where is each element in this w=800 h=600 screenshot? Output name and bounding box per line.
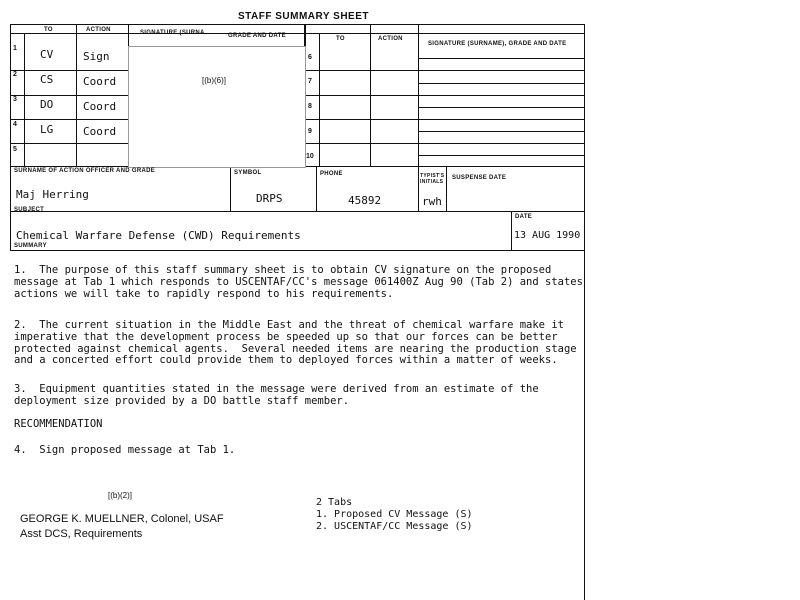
row-number: 3: [13, 96, 17, 103]
row-number-right: 8: [308, 103, 312, 110]
row-line: [10, 95, 128, 96]
form-left-border: [10, 24, 11, 250]
col-header-signature-left: SIGNATURE (SURNA: [140, 30, 205, 36]
col-header-to: TO: [44, 27, 53, 33]
symbol-label: SYMBOL: [234, 170, 262, 176]
typist-label: TYPIST'S INITIALS: [420, 173, 445, 185]
attachment-item: 1. Proposed CV Message (S): [316, 509, 473, 520]
row-to: CS: [40, 73, 54, 86]
row-to: DO: [40, 98, 54, 111]
subject-row-bottom: [10, 250, 584, 251]
row-line: [304, 119, 584, 120]
row-number-right: 10: [306, 153, 314, 160]
sig-subline: [418, 58, 584, 59]
attachments-heading: 2 Tabs: [316, 497, 353, 508]
row-line: [10, 143, 128, 144]
sig-subline: [418, 107, 584, 108]
date-value: 13 AUG 1990: [514, 230, 581, 241]
redaction-box: [128, 46, 306, 168]
summary-paragraph-2: 2. The current situation in the Middle East and the threat of chemical warfare make it imperative that the development process be speeded up so that our forces can be better protected against chemical agents. Several needed items are nearing the production stage and a concerted effort could provide them to deployed forces within a matter of weeks.: [14, 319, 577, 367]
row-line: [304, 95, 584, 96]
redaction-label: [(b)(6)]: [202, 76, 226, 85]
signer-title: Asst DCS, Requirements: [20, 528, 143, 540]
row-number: 4: [13, 121, 17, 128]
typist-value: rwh: [422, 195, 442, 208]
summary-paragraph-1: 1. The purpose of this staff summary sheet is to obtain CV signature on the proposed message at Tab 1 which responds to USCENTAF/CC's message 061400Z Aug 90 (Tab 2) and states actions we will take to rapidly respond to his requirements.: [14, 264, 583, 300]
summary-paragraph-3: 3. Equipment quantities stated in the message were derived from an estimate of the deployment size provided by a DO battle staff member.: [14, 383, 539, 407]
signature-redaction: [(b)(2)]: [108, 491, 132, 500]
col-header-signature-right: SIGNATURE (SURNAME), GRADE AND DATE: [428, 41, 567, 47]
row-line: [304, 70, 584, 71]
row-action: Coord: [83, 75, 117, 88]
col-header-action-right: ACTION: [378, 36, 403, 42]
row-line: [304, 143, 584, 144]
officer-col-line: [230, 166, 231, 211]
col-header-grade-date: GRADE AND DATE: [228, 33, 286, 39]
row-number: 1: [13, 45, 17, 52]
col-header-to-right: TO: [336, 36, 345, 42]
sig-subline: [418, 131, 584, 132]
signer-name: GEORGE K. MUELLNER, Colonel, USAF: [20, 513, 224, 525]
symbol-value: DRPS: [256, 192, 283, 205]
phone-value: 45892: [348, 194, 382, 207]
sig-subline: [418, 155, 584, 156]
row-action: Coord: [83, 100, 117, 113]
date-col-line: [511, 211, 512, 250]
form-title: STAFF SUMMARY SHEET: [238, 11, 369, 22]
subject-value: Chemical Warfare Defense (CWD) Requirements: [16, 229, 301, 242]
col-header-action: ACTION: [86, 27, 111, 33]
attachment-item: 2. USCENTAF/CC Message (S): [316, 521, 473, 532]
row-line: [10, 70, 128, 71]
col-line-num: [24, 33, 25, 166]
officer-value: Maj Herring: [16, 188, 89, 201]
summary-paragraph-4: 4. Sign proposed message at Tab 1.: [14, 444, 236, 456]
date-label: DATE: [515, 214, 533, 220]
summary-label: SUMMARY: [14, 243, 47, 249]
row-line: [10, 119, 128, 120]
row-action: Coord: [83, 125, 117, 138]
form-top-border: [10, 24, 584, 25]
row-number-right: 9: [308, 128, 312, 135]
row-number: 5: [13, 146, 17, 153]
row-to: LG: [40, 123, 54, 136]
typist-col-line: [446, 166, 447, 211]
suspense-label: SUSPENSE DATE: [452, 175, 507, 181]
phone-label: PHONE: [320, 171, 343, 177]
symbol-col-line: [316, 166, 317, 211]
row-action: Sign: [83, 50, 110, 63]
recommendation-heading: RECOMMENDATION: [14, 418, 103, 430]
row-number-right: 7: [308, 78, 312, 85]
col-line-num-right: [319, 33, 320, 166]
row-number-right: 6: [308, 54, 312, 61]
row-number: 2: [13, 71, 17, 78]
phone-col-line: [418, 166, 419, 211]
officer-label: SURNAME OF ACTION OFFICER AND GRADE: [14, 168, 156, 174]
subject-label: SUBJECT: [14, 207, 45, 213]
header-bottom-line: [10, 33, 584, 34]
officer-row-bottom: [10, 211, 584, 212]
row-to: CV: [40, 48, 54, 61]
sig-subline: [418, 83, 584, 84]
form-right-border: [584, 24, 585, 600]
